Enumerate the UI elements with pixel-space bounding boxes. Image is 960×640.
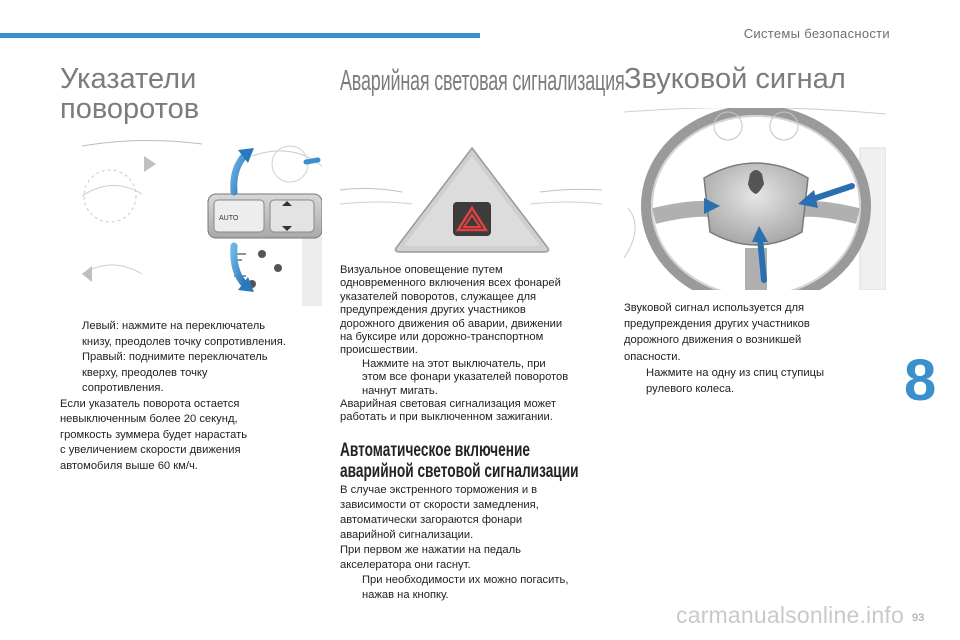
text-line: этом все фонари указателей поворотов [362, 371, 569, 384]
text-line: аварийной сигнализации. [340, 529, 474, 541]
watermark: carmanualsonline.info [676, 602, 904, 628]
text-line: автоматически загораются фонари [340, 514, 523, 526]
text-line: нажав на кнопку. [362, 589, 449, 601]
hazard-bullet [340, 358, 602, 398]
turn-signals-text [60, 319, 322, 474]
bullet-marker [340, 573, 362, 603]
turn-signal-stalk-illustration [82, 136, 322, 312]
turn-signal-paragraph [60, 397, 322, 475]
hazard-title: Аварийная световая сигнализация [340, 65, 625, 97]
bullet-marker [60, 319, 82, 350]
steering-wheel-illustration [624, 108, 886, 290]
hazard-intro [340, 264, 602, 358]
bullet-right [60, 350, 322, 397]
bullet-text [82, 350, 322, 397]
page-number: 93 [912, 612, 925, 624]
auto-hazard-bullet [340, 573, 602, 603]
turn-signals-title [60, 64, 199, 124]
auto-hazard-text [340, 483, 602, 603]
text-line: Если указатель поворота остается [60, 397, 240, 410]
subhead-line: Автоматическое включение [340, 440, 530, 461]
subhead-line: аварийной световой сигнализации [340, 461, 579, 482]
text-line: сопротивления. [82, 382, 164, 394]
text-line: Нажмите на этот выключатель, при [362, 357, 546, 370]
text-line: кверху, преодолев точку [82, 366, 208, 379]
stalk-auto-label: AUTO [219, 215, 239, 222]
text-line: предупреждения других участников [624, 318, 810, 331]
text-line: рулевого колеса. [646, 383, 735, 396]
text-line: работать и при выключенном зажигании. [340, 411, 553, 424]
text-line: книзу, преодолев точку сопротивления. [82, 335, 286, 348]
horn-title: Звуковой сигнал [624, 63, 846, 95]
hazard-button-illustration [340, 142, 602, 254]
text-line: начнут мигать. [362, 384, 438, 397]
text-line: одновременного включения всех фонарей [340, 277, 561, 290]
text-line: зависимости от скорости замедления, [340, 499, 539, 511]
text-line: Аварийная световая сигнализация может [340, 398, 556, 411]
text-line: Визуальное оповещение путем [340, 264, 503, 276]
hazard-note [340, 398, 602, 425]
text-line: При первом же нажатии на педаль [340, 544, 522, 556]
bullet-marker [340, 358, 362, 398]
bullet-text [362, 358, 602, 398]
text-line: громкость зуммера будет нарастать [60, 428, 248, 441]
text-line: Нажмите на одну из спиц ступицы [646, 366, 825, 379]
text-line: В случае экстренного торможения и в [340, 484, 538, 496]
text-line: с увеличением скорости движения [60, 444, 241, 456]
text-line: Правый: поднимите переключатель [82, 351, 268, 363]
bullet-text [646, 365, 886, 397]
text-line: дорожного движения об аварии, движении [340, 317, 563, 330]
text-line: Левый: нажмите на переключатель [82, 320, 266, 332]
text-line: невыключенным более 20 секунд, [60, 413, 238, 425]
chapter-number: 8 [904, 348, 937, 413]
bullet-marker [60, 350, 82, 397]
section-header: Системы безопасности [743, 26, 890, 41]
bullet-left [60, 319, 322, 350]
text-line: автомобиля выше 60 км/ч. [60, 459, 198, 472]
horn-bullet [624, 365, 886, 397]
bullet-text [82, 319, 322, 350]
bullet-text [362, 573, 602, 603]
text-line: на буксире или дорожно-транспортном [340, 331, 544, 344]
auto-hazard-subhead [340, 440, 579, 482]
top-accent-bar [0, 33, 480, 38]
title-line: Указатели [60, 63, 197, 95]
text-line: предупреждения других участников [340, 304, 526, 317]
bullet-marker [624, 365, 646, 397]
title-line: поворотов [60, 93, 200, 125]
text-line: указателей поворотов, служащее для [340, 290, 537, 303]
text-line: акселератора они гаснут. [340, 559, 471, 571]
text-line: Звуковой сигнал используется для [624, 302, 805, 314]
text-line: дорожного движения о возникшей [624, 334, 802, 347]
hazard-text [340, 264, 602, 425]
horn-text [624, 300, 886, 397]
text-line: При необходимости их можно погасить, [362, 574, 569, 586]
text-line: происшествии. [340, 344, 418, 357]
text-line: опасности. [624, 350, 681, 363]
